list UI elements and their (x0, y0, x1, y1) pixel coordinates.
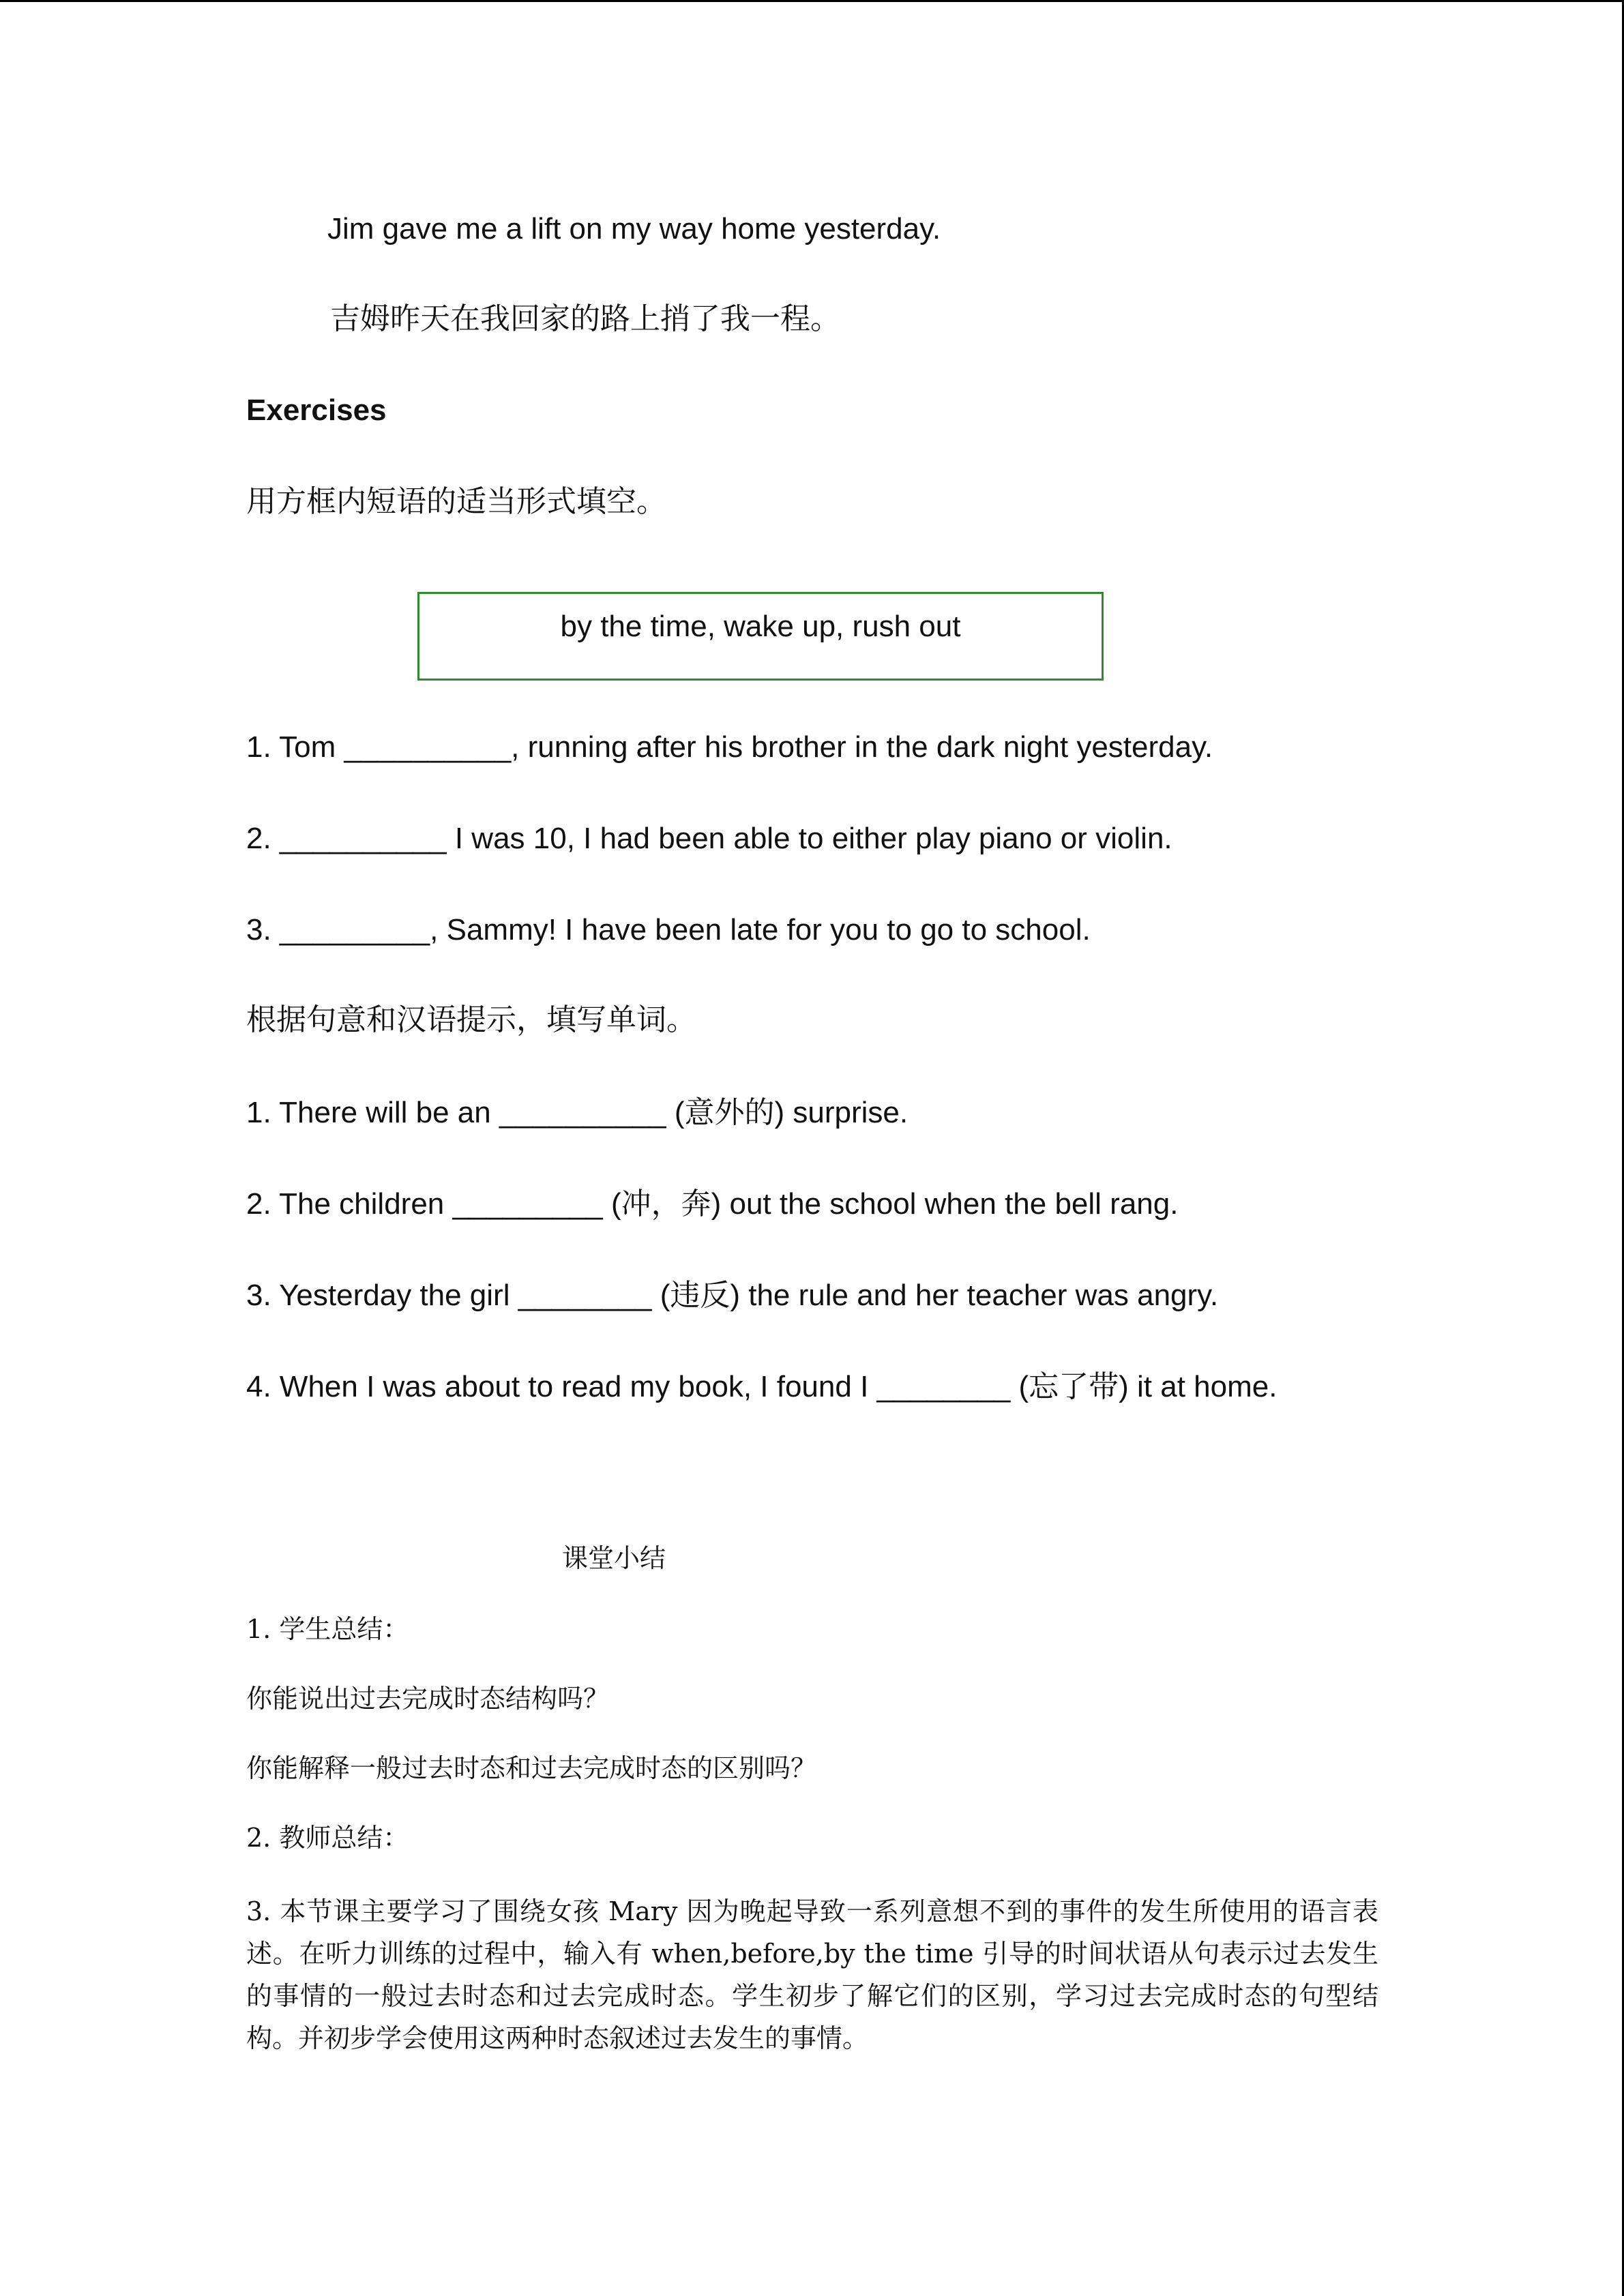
student-summary-label: 1. 学生总结： (246, 1614, 409, 1644)
part1-item-1: 1. Tom __________, running after his brother in the dark night yesterday. (246, 730, 1213, 764)
part2-item-3: 3. Yesterday the girl ________ (违反) the rule and her teacher was angry. (246, 1279, 1219, 1312)
part1-item-3: 3. _________, Sammy! I have been late for you to go to school. (246, 913, 1091, 946)
part2-instruction: 根据句意和汉语提示，填写单词。 (246, 1002, 696, 1037)
student-question-1: 你能说出过去完成时态结构吗？ (246, 1684, 610, 1714)
part1-item-2: 2. __________ I was 10, I had been able to either play piano or violin. (246, 822, 1172, 855)
summary-paragraph: 3. 本节课主要学习了围绕女孩 Mary 因为晚起导致一系列意想不到的事件的发生所使用的语言表述。在听力训练的过程中，输入有 when,before,by the time 引导的时间状语从句表示过去发生的事情的一般过去时态和过去完成时态。学生初步了解它们的区别，学习过去完成时态的句型结构。并初步学会使用这两种时态叙述过去发生的事情。 (246, 1896, 1378, 2053)
part2-item-2: 2. The children _________ (冲，奔) out the school when the bell rang. (246, 1187, 1179, 1221)
page-top-border (0, 0, 1624, 2)
example-sentence-en: Jim gave me a lift on my way home yesterday. (327, 212, 941, 245)
part2-item-1: 1. There will be an __________ (意外的) surprise. (246, 1096, 909, 1129)
example-sentence-cn: 吉姆昨天在我回家的路上捎了我一程。 (330, 301, 840, 336)
phrase-box-text: by the time, wake up, rush out (560, 610, 961, 643)
summary-title: 课堂小结 (562, 1543, 666, 1573)
exercises-heading: Exercises (246, 393, 387, 427)
phrase-box (417, 592, 1104, 681)
student-question-2: 你能解释一般过去时态和过去完成时态的区别吗？ (246, 1753, 817, 1783)
part1-instruction: 用方框内短语的适当形式填空。 (246, 484, 666, 519)
part2-item-4: 4. When I was about to read my book, I found I ________ (忘了带) it at home. (246, 1370, 1278, 1403)
teacher-summary-label: 2. 教师总结： (246, 1823, 409, 1853)
